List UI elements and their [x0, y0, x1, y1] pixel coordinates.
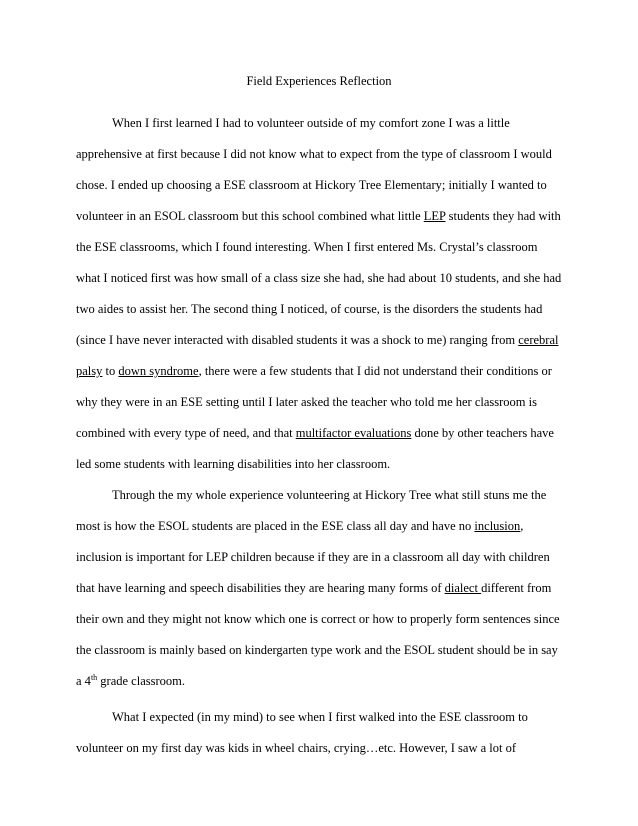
- text-segment: done by other teachers have: [411, 426, 554, 440]
- paragraph-line: [76, 301, 542, 317]
- paragraph-line: [76, 611, 560, 627]
- text-segment: the ESE classrooms, which I found interesting. When I first entered Ms. Crystal’s classroom: [76, 240, 538, 254]
- paragraph-line: [112, 709, 528, 725]
- text-segment: most is how the ESOL students are placed in the ESE class all day and have no: [76, 519, 475, 533]
- underlined-term: down syndrome: [118, 364, 199, 378]
- paragraph-line: [76, 332, 558, 348]
- underlined-term: dialect: [444, 581, 482, 595]
- underlined-term: cerebral: [518, 333, 559, 347]
- paragraph-line: [76, 363, 552, 379]
- text-segment: , there were a few students that I did not understand their conditions or: [198, 364, 552, 378]
- underlined-term: LEP: [423, 209, 446, 223]
- text-segment: what I noticed first was how small of a class size she had, she had about 10 students, and she had: [76, 271, 562, 285]
- text-segment: the classroom is mainly based on kindergarten type work and the ESOL student should be in say: [76, 643, 558, 657]
- document-title: Field Experiences Reflection: [246, 74, 392, 88]
- text-segment: to: [102, 364, 119, 378]
- paragraph-line: [76, 146, 552, 162]
- text-segment: combined with every type of need, and that: [76, 426, 296, 440]
- paragraph-line: [112, 115, 510, 131]
- text-segment: led some students with learning disabilities into her classroom.: [76, 457, 391, 471]
- text-segment: inclusion is important for LEP children because if they are in a classroom all day with children: [76, 550, 550, 564]
- paragraph-line: [76, 518, 523, 534]
- paragraph-line: [76, 270, 561, 286]
- paragraph-line: [76, 580, 551, 596]
- paragraph-line: [76, 740, 516, 756]
- text-segment: students they had with: [445, 209, 561, 223]
- text-segment: apprehensive at first because I did not know what to expect from the type of classroom I would: [76, 147, 552, 161]
- paragraph-line: [76, 425, 554, 441]
- text-segment: When I first learned I had to volunteer outside of my comfort zone I was a little: [112, 116, 510, 130]
- text-segment: different from: [481, 581, 552, 595]
- underlined-term: palsy: [76, 364, 103, 378]
- paragraph-line: [76, 177, 547, 193]
- text-segment: why they were in an ESE setting until I later asked the teacher who told me her classroom is: [76, 395, 537, 409]
- paragraph-line: [76, 208, 561, 224]
- text-segment: What I expected (in my mind) to see when I first walked into the ESE classroom to: [112, 710, 528, 724]
- paragraph-line: [76, 456, 390, 472]
- text-segment: ,: [520, 519, 524, 533]
- underlined-term: inclusion: [474, 519, 521, 533]
- paragraph-line: [76, 394, 537, 410]
- underlined-term: multifactor evaluations: [295, 426, 412, 440]
- superscript-text: th: [90, 673, 98, 682]
- paragraph-line: [76, 673, 185, 689]
- text-segment: that have learning and speech disabilities they are hearing many forms of: [76, 581, 445, 595]
- text-segment: volunteer in an ESOL classroom but this school combined what little: [76, 209, 424, 223]
- paragraph-line: [76, 239, 538, 255]
- paragraph-line: [76, 549, 550, 565]
- text-segment: two aides to assist her. The second thing I noticed, of course, is the disorders the students had: [76, 302, 543, 316]
- text-segment: (since I have never interacted with disabled students it was a shock to me) ranging from: [76, 333, 519, 347]
- text-segment: Through the my whole experience volunteering at Hickory Tree what still stuns me the: [112, 488, 547, 502]
- text-segment: volunteer on my first day was kids in wheel chairs, crying…etc. However, I saw a lot of: [76, 741, 517, 755]
- text-segment: chose. I ended up choosing a ESE classroom at Hickory Tree Elementary; initially I wanted to: [76, 178, 547, 192]
- paragraph-line: [112, 487, 546, 503]
- paragraph-line: [76, 642, 558, 658]
- text-segment: a 4: [76, 674, 91, 688]
- text-segment: their own and they might not know which one is correct or how to properly form sentences since: [76, 612, 560, 626]
- text-segment: grade classroom.: [97, 674, 185, 688]
